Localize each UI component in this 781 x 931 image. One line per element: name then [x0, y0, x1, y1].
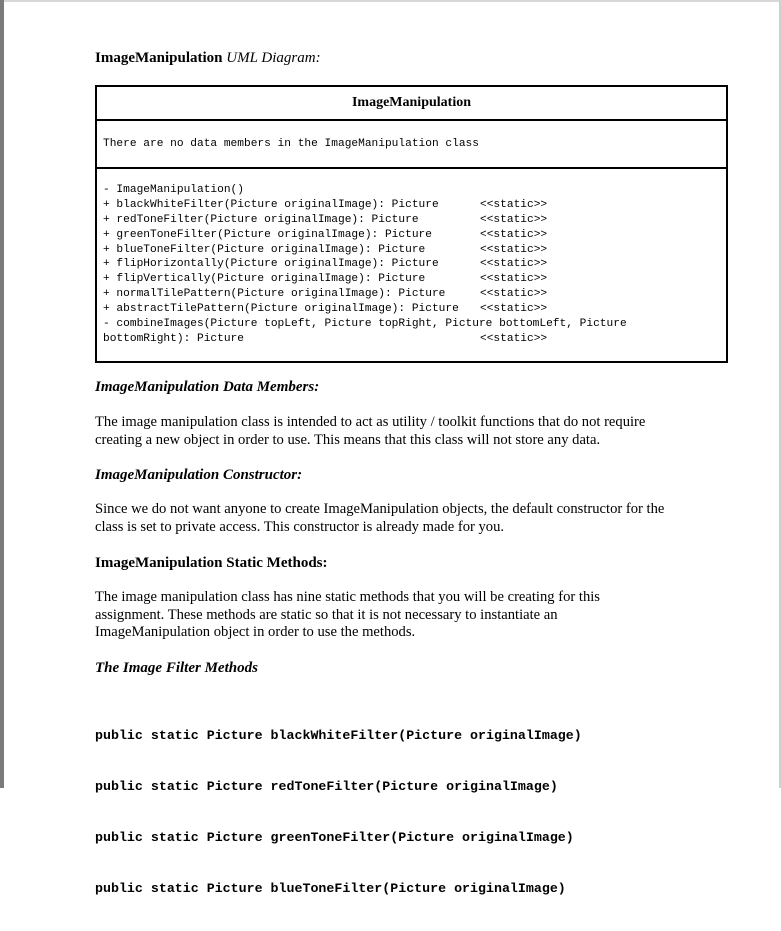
uml-method-signature: + blueToneFilter(Picture originalImage): Picture [103, 243, 426, 256]
uml-method-row [103, 257, 720, 272]
page-top-border [0, 0, 781, 2]
code-line: public static Picture greenToneFilter(Picture originalImage) [95, 830, 574, 845]
uml-method-stereotype: <<static>> [480, 198, 548, 211]
static-methods-paragraph: The image manipulation class has nine static methods that you will be creating for this assignment. These methods are static so that it is not necessary to instantiate an ImageManipulation object in order to use the methods. [95, 589, 600, 641]
uml-method-row [103, 302, 720, 317]
static-methods-heading-text: ImageManipulation Static Methods: [95, 555, 328, 571]
code-line: public static Picture blackWhiteFilter(Picture originalImage) [95, 728, 582, 743]
uml-data-members: There are no data members in the ImageManipulation class [97, 121, 726, 169]
code-line: public static Picture redToneFilter(Picture originalImage) [95, 779, 558, 794]
data-members-paragraph: The image manipulation class is intended to act as utility / toolkit functions that do not require creating a new object in order to use. This means that this class will not store any data. [95, 414, 646, 448]
data-members-heading [95, 378, 319, 396]
uml-method-row [103, 198, 720, 213]
constructor-heading-text: ImageManipulation Constructor: [95, 467, 303, 483]
uml-heading [95, 49, 321, 67]
uml-method-signature: - ImageManipulation() [103, 184, 244, 196]
filter-methods-heading-text: The Image Filter Methods [95, 660, 258, 676]
uml-method-stereotype: <<static>> [480, 332, 548, 345]
uml-methods-list [97, 169, 726, 361]
uml-method-stereotype: <<static>> [480, 288, 548, 301]
filter-methods-heading [95, 659, 258, 677]
uml-method-signature: + flipHorizontally(Picture originalImage): Picture [103, 258, 439, 271]
uml-method-stereotype: <<static>> [480, 258, 548, 271]
uml-method-row [103, 332, 720, 347]
uml-method-signature: + normalTilePattern(Picture originalImage): Picture [103, 288, 446, 301]
uml-method-stereotype: <<static>> [480, 243, 548, 256]
uml-method-signature: + blackWhiteFilter(Picture originalImage): Picture [103, 198, 439, 211]
uml-method-signature: + greenToneFilter(Picture originalImage): Picture [103, 228, 432, 241]
uml-method-signature: + flipVertically(Picture originalImage): Picture [103, 273, 426, 286]
uml-method-row [103, 213, 720, 228]
uml-method-row [103, 228, 720, 243]
uml-method-row [103, 287, 720, 302]
uml-method-row [103, 317, 720, 332]
uml-method-signature: bottomRight): Picture [103, 332, 244, 345]
uml-method-signature: + abstractTilePattern(Picture originalImage): Picture [103, 303, 459, 316]
uml-method-signature: + redToneFilter(Picture originalImage): Picture [103, 213, 419, 226]
uml-method-stereotype: <<static>> [480, 303, 548, 316]
filter-methods-code [95, 693, 582, 931]
uml-method-stereotype: <<static>> [480, 273, 548, 286]
uml-method-signature: - combineImages(Picture topLeft, Picture topRight, Picture bottomLeft, Picture [103, 318, 627, 331]
data-members-heading-text: ImageManipulation Data Members: [95, 379, 320, 395]
uml-method-row [103, 183, 720, 198]
uml-method-stereotype: <<static>> [480, 228, 548, 241]
uml-heading-italic: UML Diagram: [222, 50, 321, 66]
uml-method-row [103, 243, 720, 258]
uml-method-stereotype: <<static>> [480, 213, 548, 226]
code-line: public static Picture blueToneFilter(Picture originalImage) [95, 881, 566, 896]
constructor-heading [95, 466, 302, 484]
uml-class-name: ImageManipulation [97, 87, 726, 121]
uml-class-box [95, 85, 728, 363]
page-left-border [0, 0, 4, 788]
static-methods-heading [95, 554, 328, 572]
uml-heading-bold: ImageManipulation [95, 50, 223, 66]
constructor-paragraph: Since we do not want anyone to create ImageManipulation objects, the default constructor for the class is set to private access. This constructor is already made for you. [95, 501, 665, 535]
uml-method-row [103, 272, 720, 287]
